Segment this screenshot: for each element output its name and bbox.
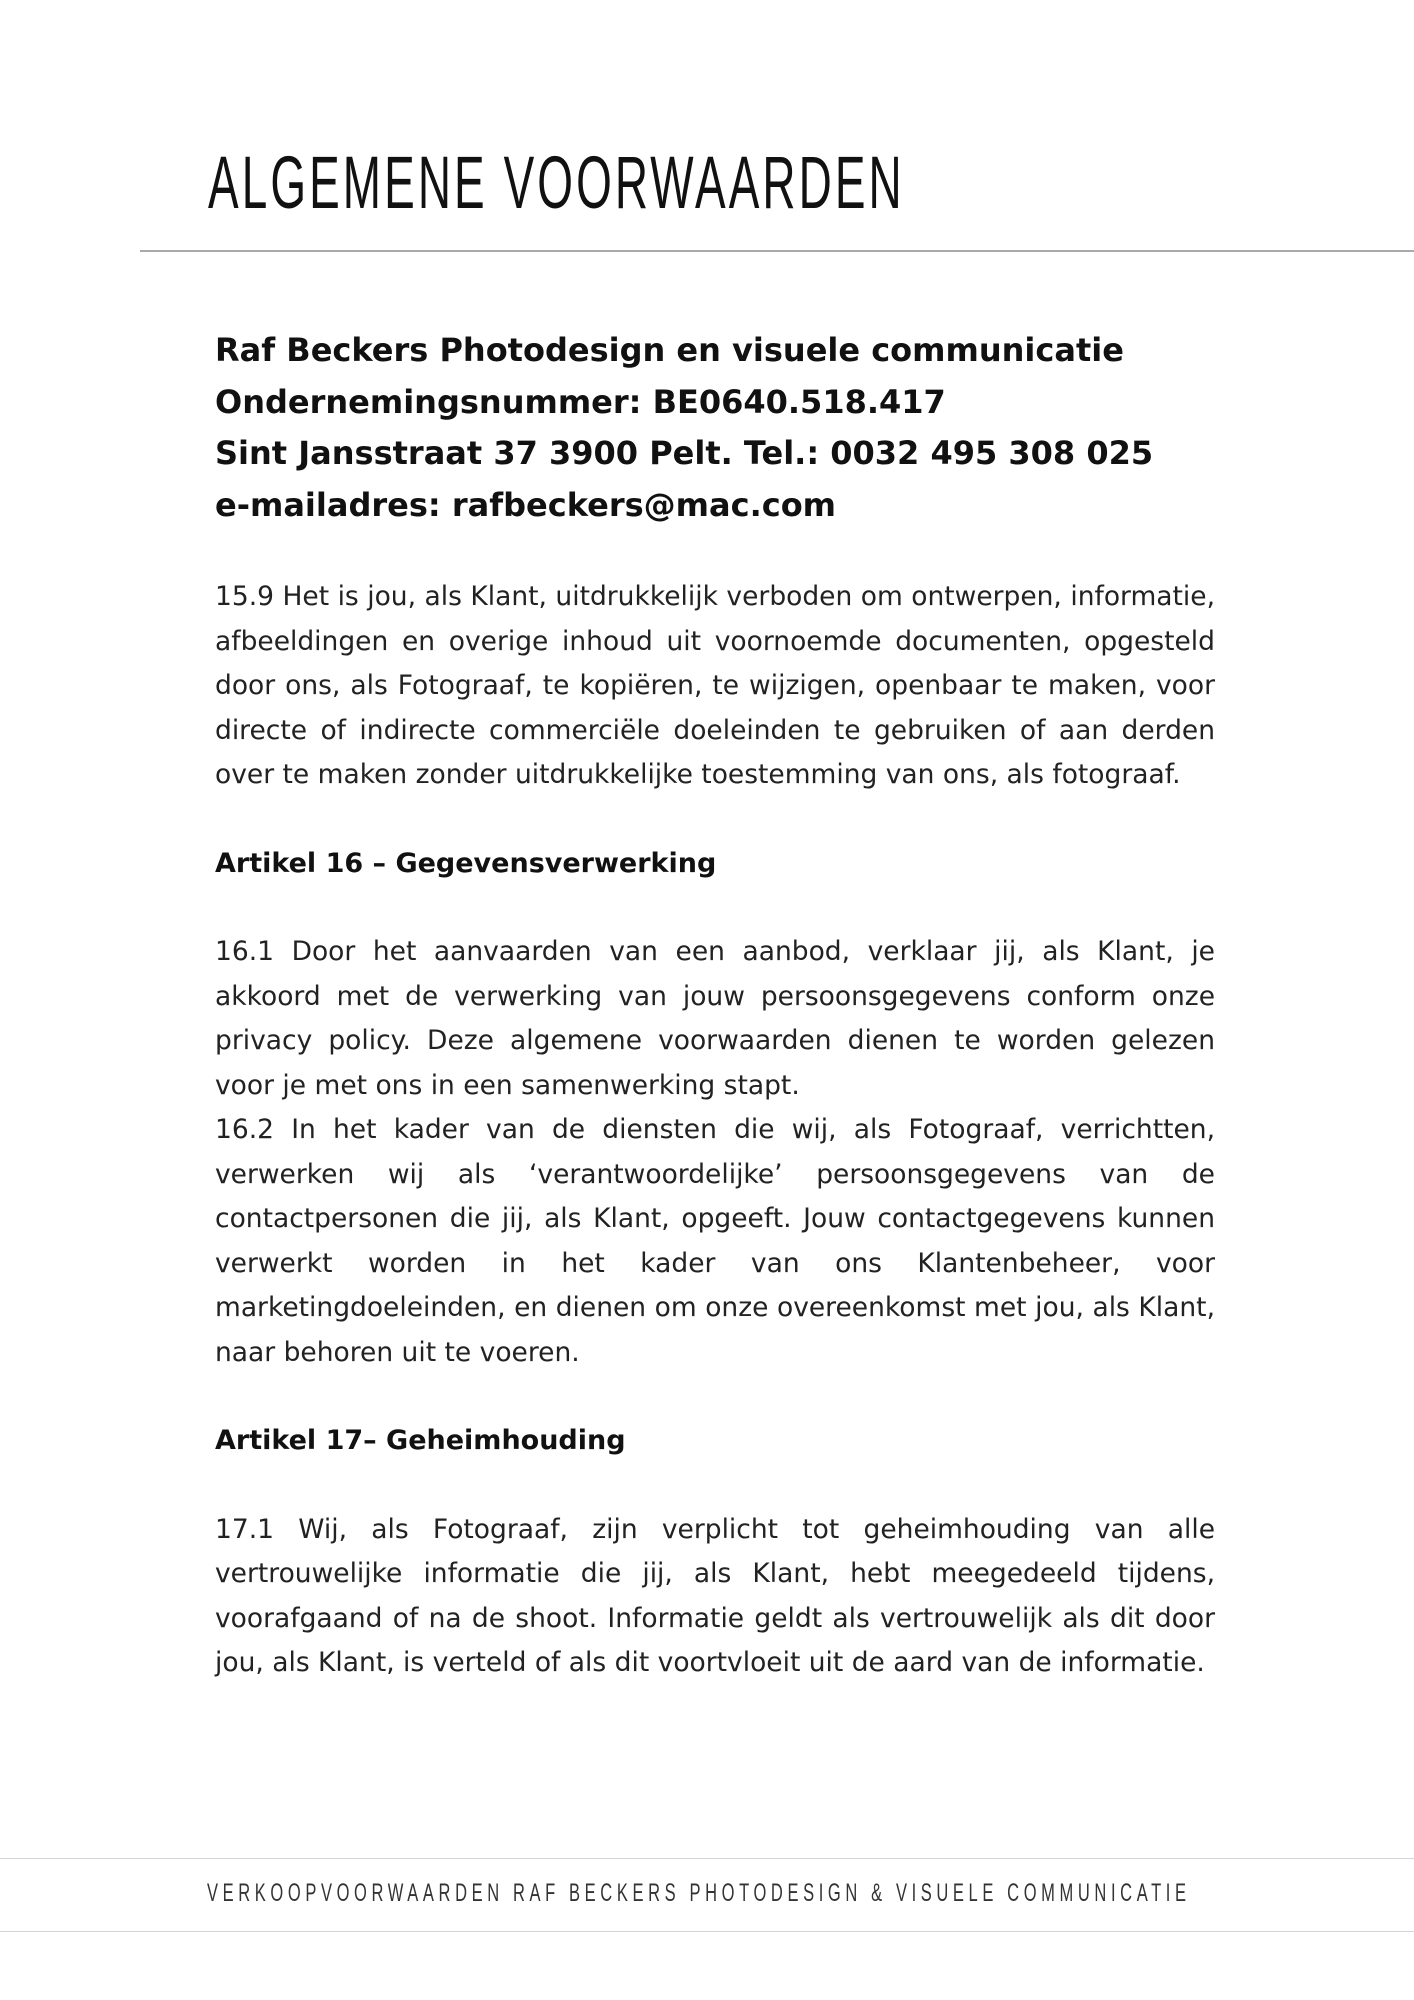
article-16-heading: Artikel 16 – Gegevensverwerking	[215, 847, 717, 879]
company-address: Sint Jansstraat 37 3900 Pelt. Tel.: 0032 495 308 025	[215, 434, 1154, 472]
company-email: e-mailadres: rafbeckers@mac.com	[215, 485, 837, 524]
paragraph-15-9: 15.9 Het is jou, als Klant, uitdrukkelijk verboden om ontwerpen, informatie, afbeeldingen en overige inhoud uit voornoemde documenten, opgesteld door ons, als Fotograaf, te kopiëren, te wijzigen, openbaar te maken, voor directe of indirecte commerciële doeleinden te gebruiken of aan derden over te maken zonder uitdrukkelijke toestemming van ons, als fotograaf.	[215, 581, 1215, 790]
page-footer: VERKOOPVOORWAARDEN RAF BECKERS PHOTODESIGN & VISUELE COMMUNICATIE	[207, 1879, 1191, 1907]
paragraph-16-2: 16.2 In het kader van de diensten die wij, als Fotograaf, verrichtten, verwerken wij als ‘verantwoordelijke’ persoonsgegevens van de contactpersonen die jij, als Klant, opgeeft. Jouw contactgegevens kunnen verwerkt worden in het kader van ons Klantenbeheer, voor marketingdoeleinden, en dienen om onze overeenkomst met jou, als Klant, naar behoren uit te voeren.	[215, 1114, 1215, 1368]
paragraph-16-1: 16.1 Door het aanvaarden van een aanbod, verklaar jij, als Klant, je akkoord met de verwerking van jouw persoonsgegevens conform onze privacy policy. Deze algemene voorwaarden dienen te worden gelezen voor je met ons in een samenwerking stapt.	[215, 936, 1215, 1101]
footer-divider-bottom	[0, 1931, 1414, 1932]
footer-divider-top	[0, 1858, 1414, 1859]
document-title: ALGEMENE VOORWAARDEN	[208, 141, 905, 224]
company-registration: Ondernemingsnummer: BE0640.518.417	[215, 382, 946, 421]
article-17-heading: Artikel 17– Geheimhouding	[215, 1425, 626, 1456]
company-name: Raf Beckers Photodesign en visuele communicatie	[215, 331, 1124, 369]
company-info	[215, 325, 1215, 531]
terms-body	[215, 575, 1215, 1686]
title-divider	[140, 250, 1414, 252]
paragraph-17-1: 17.1 Wij, als Fotograaf, zijn verplicht tot geheimhouding van alle vertrouwelijke informatie die jij, als Klant, hebt meegedeeld tijdens, voorafgaand of na de shoot. Informatie geldt als vertrouwelijk als dit door jou, als Klant, is verteld of als dit voortvloeit uit de aard van de informatie.	[215, 1513, 1215, 1678]
